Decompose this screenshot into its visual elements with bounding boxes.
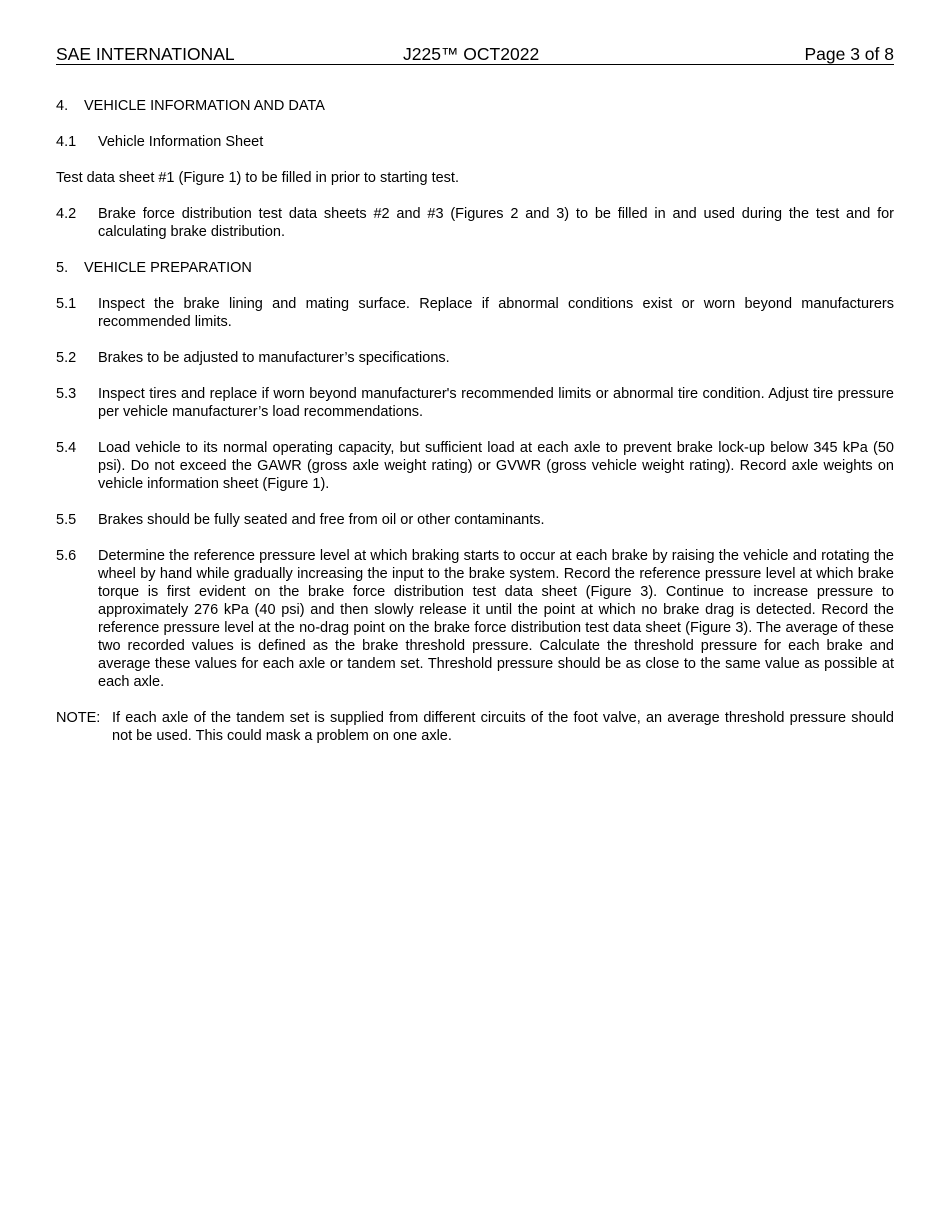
section-4-heading (56, 97, 894, 115)
clause-5-5 (56, 511, 894, 529)
clause-number: 5.4 (56, 440, 77, 456)
clause-number: 4.2 (56, 206, 77, 222)
note-label: NOTE: (56, 710, 101, 726)
clause-text: Brake force distribution test data sheets #2 and #3 (Figures 2 and 3) to be filled in and used during the test and for calculating brake distribution. (98, 206, 894, 240)
clause-number: 5.3 (56, 386, 77, 402)
header-organization: SAE INTERNATIONAL (56, 44, 235, 64)
clause-number: 5.5 (56, 512, 77, 528)
clause-5-4 (56, 439, 894, 493)
section-title: VEHICLE PREPARATION (84, 260, 252, 276)
clause-number: 5.1 (56, 296, 77, 312)
clause-number: 5.6 (56, 548, 77, 564)
clause-4-1 (56, 133, 894, 151)
document-body (56, 97, 894, 745)
note (56, 709, 894, 745)
clause-5-2 (56, 349, 894, 367)
clause-text: Inspect the brake lining and mating surface. Replace if abnormal conditions exist or worn beyond manufacturers recommended limits. (98, 296, 894, 330)
clause-text: Vehicle Information Sheet (98, 134, 264, 150)
clause-number: 4.1 (56, 134, 77, 150)
clause-text: Load vehicle to its normal operating capacity, but sufficient load at each axle to prevent brake lock-up below 345 kPa (50 psi). Do not exceed the GAWR (gross axle weight rating) or GVWR (gross vehicle weight rating). Record axle weights on vehicle information sheet (Figure 1). (98, 440, 894, 492)
header-page-number: Page 3 of 8 (804, 44, 894, 64)
clause-5-1 (56, 295, 894, 331)
clause-text: Inspect tires and replace if worn beyond manufacturer's recommended limits or abnormal tire condition. Adjust tire pressure per vehicle manufacturer’s load recommendations. (98, 386, 894, 420)
clause-text: Determine the reference pressure level at which braking starts to occur at each brake by raising the vehicle and rotating the wheel by hand while gradually increasing the input to the brake system. Record the reference pressure level at which brake torque is first evident on the brake force distribution test data sheet (Figure 3). Continue to increase pressure to approximately 276 kPa (40 psi) and then slowly release it until the point at which no brake drag is detected. Record the reference pressure level at the no-drag point on the brake force distribution test data sheet (Figure 3). The average of these two recorded values is defined as the brake threshold pressure. Calculate the threshold pressure for each brake and average these values for each axle or tandem set. Threshold pressure should be as close to the same value as possible at each axle. (98, 548, 894, 690)
page-header (56, 44, 894, 65)
section-5-heading (56, 259, 894, 277)
clause-number: 5.2 (56, 350, 77, 366)
paragraph-test-data-sheet: Test data sheet #1 (Figure 1) to be filled in prior to starting test. (56, 170, 459, 186)
header-document-id: J225™ OCT2022 (403, 44, 540, 64)
clause-text: Brakes to be adjusted to manufacturer’s specifications. (98, 350, 450, 366)
section-number: 5. (56, 260, 69, 276)
clause-5-3 (56, 385, 894, 421)
clause-text: Brakes should be fully seated and free from oil or other contaminants. (98, 512, 545, 528)
section-title: VEHICLE INFORMATION AND DATA (84, 98, 325, 114)
section-number: 4. (56, 98, 69, 114)
clause-4-2 (56, 205, 894, 241)
note-text: If each axle of the tandem set is supplied from different circuits of the foot valve, an average threshold pressure should not be used. This could mask a problem on one axle. (112, 710, 894, 744)
clause-5-6 (56, 547, 894, 691)
